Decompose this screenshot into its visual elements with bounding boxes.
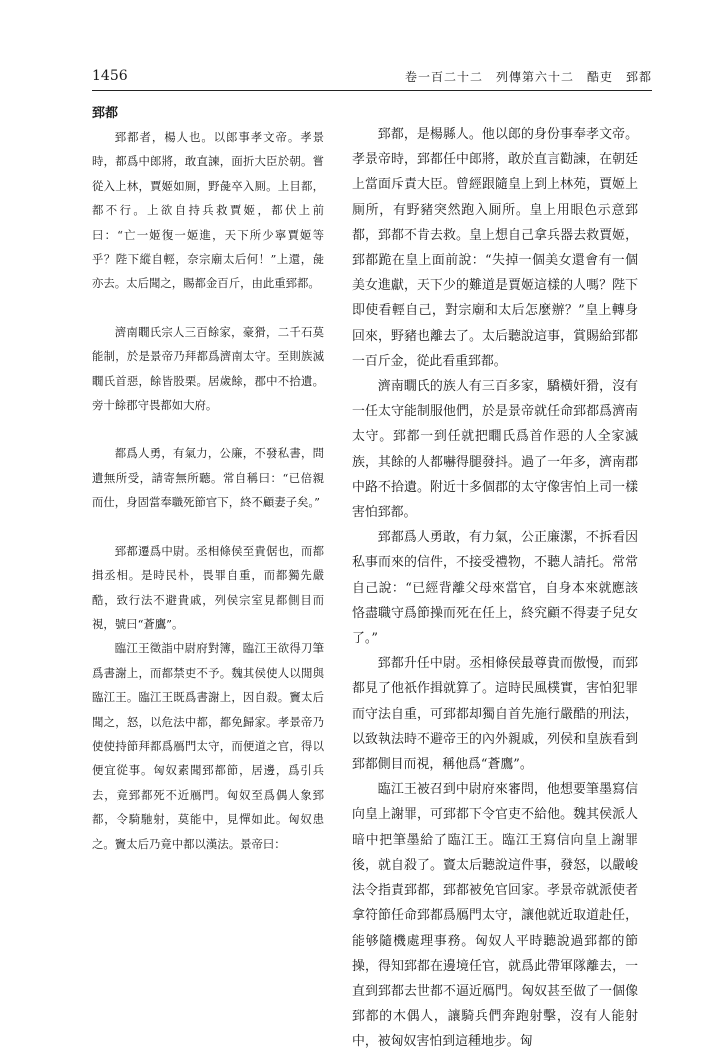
translation-paragraph: 郅都升任中尉。丞相條侯最尊貴而傲慢，而郅都見了他祇作揖就算了。這時民風樸實，害怕犯罪而守法自重，可郅都却獨自首先施行嚴酷的刑法，以致執法時不避帝王的內外親戚，列侯和皇族看到郅都側目而視，稱他爲“蒼鷹”。 <box>352 656 638 773</box>
translation-paragraph: 濟南瞯氏的族人有三百多家，驕橫奸猾，沒有一任太守能制服他們，於是景帝就任命郅都爲濟南太守。郅都一到任就把瞯氏爲首作惡的人全家滅族，其餘的人都嚇得腿發抖。過了一年多，濟南郡中路不拾遺。附近十多個郡的太守像害怕上司一樣害怕郅都。 <box>352 379 638 521</box>
classical-paragraph: 都爲人勇，有氣力，公廉，不發私書，問遺無所受，請寄無所聽。常自稱曰：“已倍親而仕，身固當奉職死節官下，終不顧妻子矣。” <box>92 446 324 510</box>
section-heading: 郅都 <box>92 106 119 121</box>
page-number: 1456 <box>92 68 128 84</box>
classical-paragraph: 郅都遷爲中尉。丞相條侯至貴倨也，而都揖丞相。是時民朴，畏罪自重，而都獨先嚴酷，致行法不避貴戚，列侯宗室見都側目而視，號曰“蒼鷹”。 <box>92 543 324 631</box>
classical-paragraph: 郅都者，楊人也。以郎事孝文帝。孝景時，都爲中郎將，敢直諫，面折大臣於朝。嘗從入上林，賈姬如厠，野彘卒入厠。上目都，都不行。上欲自持兵救賈姬，都伏上前曰：“亡一姬復一姬進，天下所少寧賈姬等乎？陛下縱自輕，奈宗廟太后何！”上還，彘亦去。太后聞之，賜都金百斤，由此重郅都。 <box>92 130 324 291</box>
translation-paragraph: 郅都爲人勇敢，有力氣，公正廉潔，不拆看因私事而來的信件，不接受禮物，不聽人請托。常常自己說：“已經背離父母來當官，自身本來就應該恪盡職守爲節操而死在任上，終究顧不得妻子兒女了。” <box>352 530 638 647</box>
classical-paragraph: 臨江王徵詣中尉府對簿，臨江王欲得刀筆爲書謝上，而都禁吏不予。魏其侯使人以閒與臨江王。臨江王既爲書謝上，因自殺。竇太后聞之，怒，以危法中都，都免歸家。孝景帝乃使使持節拜都爲鴈門太守，而便道之官，得以便宜從事。匈奴素聞郅都節，居邊，爲引兵去，竟郅都死不近鴈門。匈奴至爲偶人象郅都，令騎馳射，莫能中，見憚如此。匈奴患之。竇太后乃竟中都以漢法。景帝曰： <box>92 641 324 851</box>
header-rule <box>92 90 652 91</box>
classical-paragraph: 濟南瞯氏宗人三百餘家，豪猾，二千石莫能制，於是景帝乃拜都爲濟南太守。至則族滅瞯氏首惡，餘皆股栗。居歲餘，郡中不拾遺。旁十餘郡守畏都如大府。 <box>92 324 324 413</box>
classical-text-column <box>92 104 324 856</box>
translation-text-column <box>352 122 638 1055</box>
page-header <box>92 68 652 88</box>
running-title: 卷一百二十二 列傳第六十二 酷吏 郅都 <box>404 70 652 84</box>
translation-paragraph: 郅都，是楊縣人。他以郎的身份事奉孝文帝。孝景帝時，郅都任中郎將，敢於直言勸諫，在朝廷上當面斥責大臣。曾經跟隨皇上到上林苑，賈姬上厠所，有野豬突然跑入厠所。皇上用眼色示意郅都，郅都不肯去救。皇上想自己拿兵器去救賈姬，郅都跪在皇上面前說：“失掉一個美女還會有一個美女進獻，天下少的難道是賈姬這樣的人嗎？陛下即使看輕自己，對宗廟和太后怎麼辦？”皇上轉身回來，野豬也離去了。太后聽說這事，賞賜給郅都一百斤金，從此看重郅都。 <box>352 127 638 369</box>
translation-paragraph: 臨江王被召到中尉府來審問，他想要筆墨寫信向皇上謝罪，可郅都下令官吏不給他。魏其侯派人暗中把筆墨給了臨江王。臨江王寫信向皇上謝罪後，就自殺了。竇太后聽說這件事，發怒，以嚴峻法令指責郅都，郅都被免官回家。孝景帝就派使者拿符節任命郅都爲鴈門太守，讓他就近取道赴任，能够隨機處理事務。匈奴人平時聽說過郅都的節操，得知郅都在邊境任官，就爲此帶軍隊離去，一直到郅都去世都不逼近鴈門。匈奴甚至做了一個像郅都的木偶人，讓騎兵們奔跑射擊，沒有人能射中，被匈奴害怕到這種地步。匈 <box>352 782 638 1050</box>
